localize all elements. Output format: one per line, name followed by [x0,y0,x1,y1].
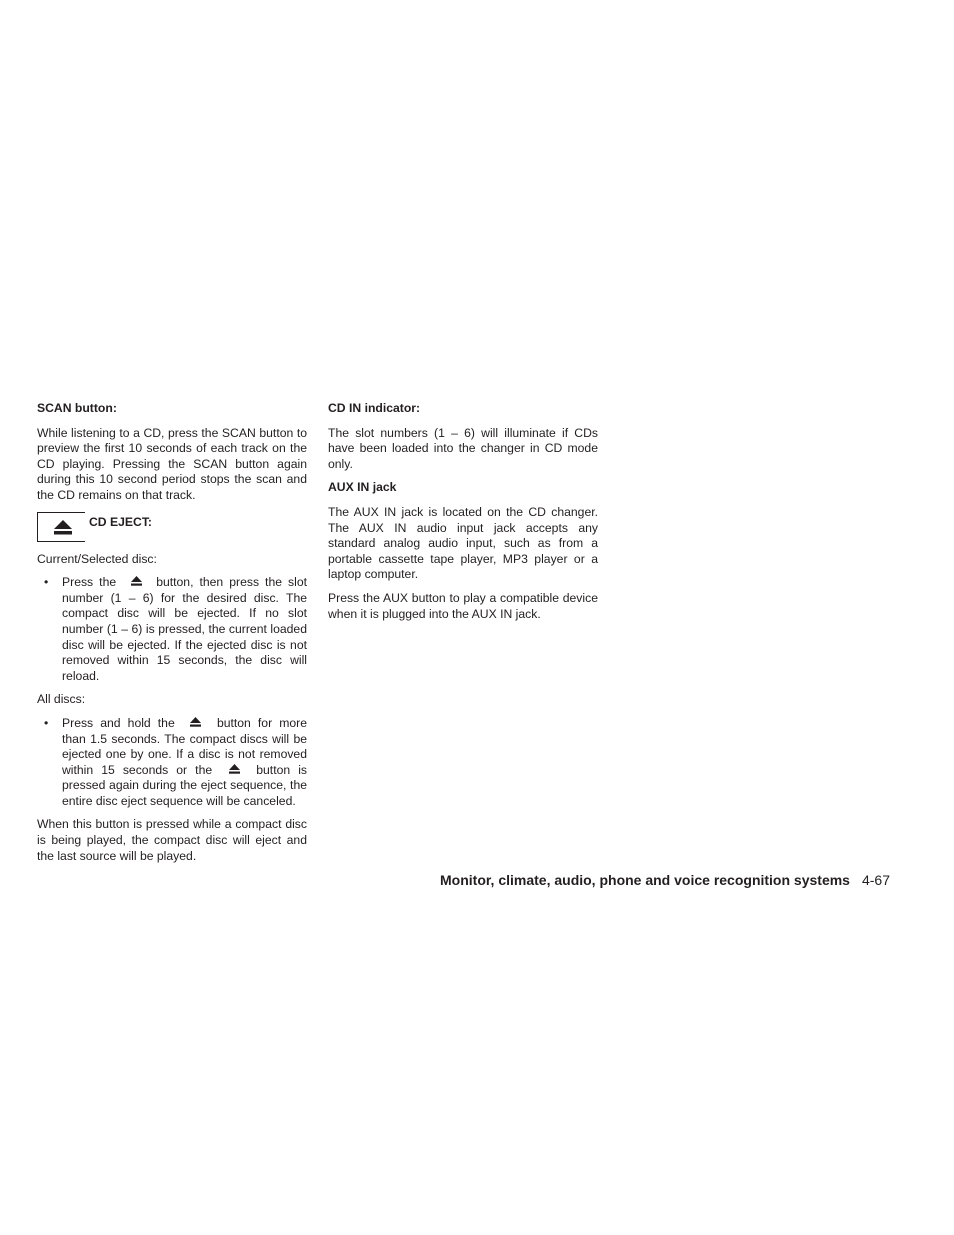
all-discs-label: All discs: [37,692,86,707]
cd-in-heading: CD IN indicator: [328,401,421,415]
eject-icon [54,520,72,535]
page-footer [440,872,890,888]
all-discs-bullet [37,716,307,810]
eject-icon-box [37,512,85,542]
closing-text: When this button is pressed while a compact disc is being played, the compact disc will eject and the last source will be played. [37,817,307,863]
left-column [37,401,307,872]
scan-heading: SCAN button: [37,401,117,415]
bullet-text-after: button is pressed again during the eject sequence, the entire disc eject sequence will be canceled. [62,762,307,808]
bullet-text-before: Press the [62,575,117,590]
bullet-text-after: button, then press the slot number (1 – 6) for the desired disc. The compact disc will be ejected. If no slot number (1 – 6) is pressed, the current loaded disc will be ejected. If the ejected disc is not removed within 15 seconds, the disc will reload. [62,575,307,683]
page-number: 4-67 [861,872,890,888]
bullet-text-middle: button for more than 1.5 seconds. The compact discs will be ejected one by one. If a disc is not removed within 15 seconds or the [62,715,307,777]
current-disc-bullet [37,575,307,684]
bullet-dot: • [44,575,49,590]
cd-in-text: The slot numbers (1 – 6) will illuminate if CDs have been loaded into the changer in CD mode only. [328,425,598,471]
eject-icon [220,763,248,779]
aux-text-1: The AUX IN jack is located on the CD changer. The AUX IN audio input jack accepts any standard analog audio input, such as from a portable cassette tape player, MP3 player or a laptop computer. [328,504,598,582]
bullet-dot: • [44,715,49,730]
eject-icon [122,575,150,591]
aux-heading: AUX IN jack [328,480,397,495]
cd-eject-heading: CD EJECT: [89,514,152,529]
scan-text: While listening to a CD, press the SCAN button to preview the first 10 seconds of each track on the CD playing. Pressing the SCAN button again during this 10 second period stops the scan and the CD remains on that track. [37,425,307,502]
aux-text-2: Press the AUX button to play a compatible device when it is plugged into the AUX IN jack. [328,590,598,621]
eject-icon [182,716,210,732]
right-column [328,401,598,630]
current-disc-label: Current/Selected disc: [37,551,157,566]
cd-eject-heading-row [37,512,307,542]
footer-section-title: Monitor, climate, audio, phone and voice recognition systems [440,872,850,888]
bullet-text-before: Press and hold the [62,715,175,730]
